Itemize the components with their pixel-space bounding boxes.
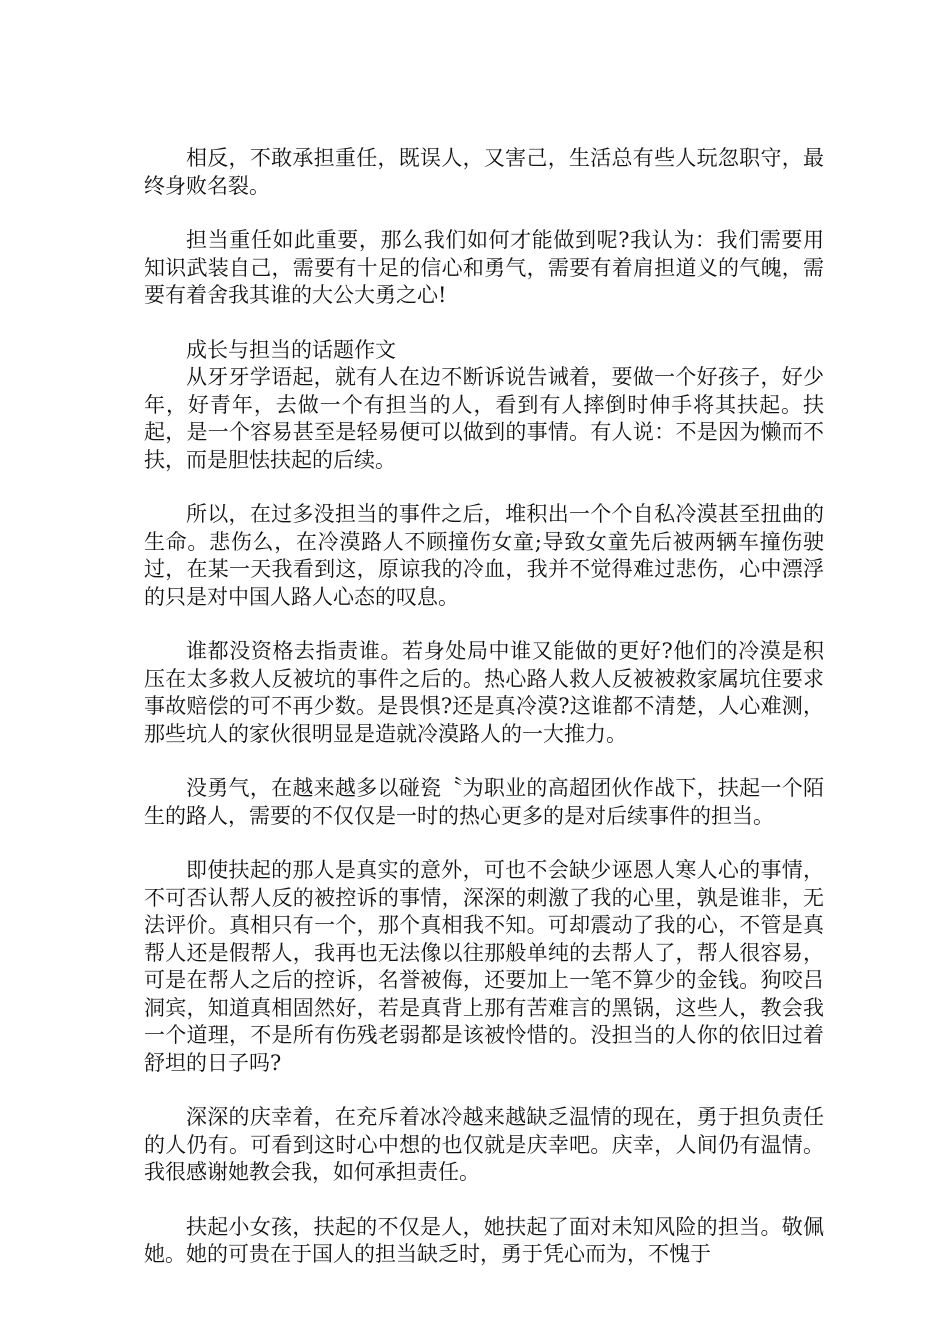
paragraph-3: 从牙牙学语起，就有人在边不断诉说告诫着，要做一个好孩子，好少年，好青年，去做一个有担当的人，看到有人摔倒时伸手将其扶起。扶起，是一个容易甚至是轻易便可以做到的事情。有人说：不是因为懒而不扶，而是胆怯扶起的后续。 [144,365,824,472]
paragraph-4: 所以，在过多没担当的事件之后，堆积出一个个自私冷漠甚至扭曲的生命。悲伤么，在冷漠路人不顾撞伤女童;导致女童先后被两辆车撞伤驶过，在某一天我看到这，原谅我的冷血，我并不觉得难过悲伤，心中漂浮的只是对中国人路人心态的叹息。 [144,502,824,609]
paragraph-5: 谁都没资格去指责谁。若身处局中谁又能做的更好?他们的冷漠是积压在太多救人反被坑的事件之后的。热心路人救人反被被救家属坑住要求事故赔偿的可不再少数。是畏惧?还是真冷漠?这谁都不清楚，人心难测，那些坑人的家伙很明显是造就冷漠路人的一大推力。 [144,639,824,746]
essay-title: 成长与担当的话题作文 [186,337,396,362]
paragraph-1: 相反，不敢承担重任，既误人，又害己，生活总有些人玩忽职守，最终身败名裂。 [144,146,824,198]
paragraph-8: 深深的庆幸着，在充斥着冰冷越来越缺乏温情的现在，勇于担负责任的人仍有。可看到这时心中想的也仅就是庆幸吧。庆幸，人间仍有温情。我很感谢她教会我，如何承担责任。 [144,1105,824,1184]
paragraph-6: 没勇气，在越来越多以碰瓷〝为职业的高超团伙作战下，扶起一个陌生的路人，需要的不仅仅是一时的热心更多的是对后续事件的担当。 [144,776,824,828]
paragraph-9: 扶起小女孩，扶起的不仅是人，她扶起了面对未知风险的担当。敬佩她。她的可贵在于国人的担当缺乏时，勇于凭心而为，不愧于 [144,1214,824,1266]
paragraph-2: 担当重任如此重要，那么我们如何才能做到呢?我认为：我们需要用知识武装自己，需要有十足的信心和勇气，需要有着肩担道义的气魄，需要有着舍我其谁的大公大勇之心! [144,228,824,307]
document-body [144,145,824,1296]
paragraph-7: 即使扶起的那人是真实的意外，可也不会缺少诬恩人寒人心的事情，不可否认帮人反的被控诉的事情，深深的刺激了我的心里，孰是谁非，无法评价。真相只有一个，那个真相我不知。可却震动了我的心，不管是真帮人还是假帮人，我再也无法像以往那般单纯的去帮人了，帮人很容易，可是在帮人之后的控诉，名誉被侮，还要加上一笔不算少的金钱。狗咬吕洞宾，知道真相固然好，若是真背上那有苦难言的黑锅，这些人，教会我一个道理，不是所有伤残老弱都是该被怜惜的。没担当的人你的依旧过着舒坦的日子吗? [144,858,824,1075]
